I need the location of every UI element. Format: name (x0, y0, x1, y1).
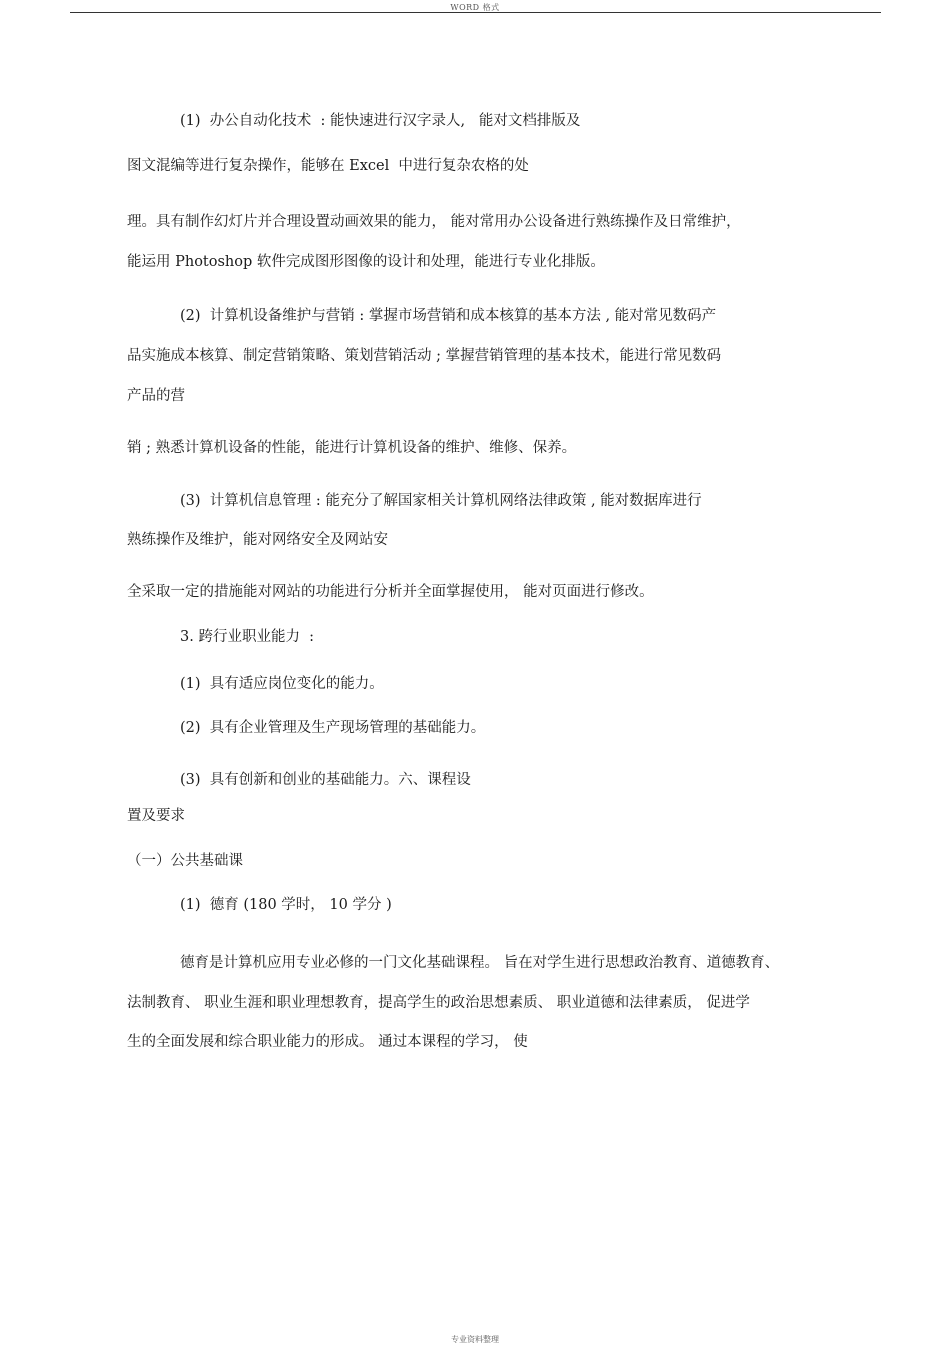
text-line: 全采取一定的措施能对网站的功能进行分析并全面掌握使用， 能对页面进行修改。 (127, 584, 654, 600)
text-line: 产品的营 (127, 388, 185, 404)
text-line: (1) 具有适应岗位变化的能力。 (180, 676, 384, 692)
text-line: (3) 计算机信息管理 : 能充分了解国家相关计算机网络法律政策 , 能对数据库进行 (180, 493, 702, 509)
text-line: (3) 具有创新和创业的基础能力。六、课程设 (180, 772, 471, 788)
section-heading: （一）公共基础课 (127, 853, 243, 869)
text-line: (2) 具有企业管理及生产现场管理的基础能力。 (180, 720, 486, 736)
header-text: WORD 格式 (450, 3, 500, 12)
page-footer: 专业资料整理 (451, 1335, 499, 1344)
text-line: (1) 德育 (180 学时， 10 学分 ) (180, 897, 392, 913)
text-line: 图文混编等进行复杂操作，能够在 Excel 中进行复杂农格的处 (127, 158, 529, 174)
text-line: (1) 办公自动化技术 : 能快速进行汉字录人, 能对文档排版及 (180, 113, 581, 129)
text-line: 置及要求 (127, 808, 185, 824)
page-header (0, 0, 950, 14)
header-rule (70, 12, 881, 13)
text-line: (2) 计算机设备维护与营销 : 掌握市场营销和成本核算的基本方法 , 能对常见数码产 (180, 308, 717, 324)
text-line: 法制教育、 职业生涯和职业理想教育，提高学生的政治思想素质、 职业道德和法律素质， 促进学 (127, 995, 750, 1011)
text-line: 品实施成本核算、制定营销策略、策划营销活动 ; 掌握营销管理的基本技术，能进行常见数码 (127, 348, 722, 364)
text-line: 理。具有制作幻灯片并合理设置动画效果的能力， 能对常用办公设备进行熟练操作及日常维护， (127, 214, 741, 230)
text-line: 能运用 Photoshop 软件完成图形图像的设计和处理，能进行专业化排版。 (127, 254, 605, 270)
text-line: 销 ; 熟悉计算机设备的性能，能进行计算机设备的维护、维修、保养。 (127, 440, 577, 456)
text-line: 德育是计算机应用专业必修的一门文化基础课程。 旨在对学生进行思想政治教育、道德教育、 (180, 955, 780, 971)
text-line: 熟练操作及维护，能对网络安全及网站安 (127, 532, 388, 548)
section-heading: 3. 跨行业职业能力 : (180, 629, 315, 645)
text-line: 生的全面发展和综合职业能力的形成。 通过本课程的学习， 使 (127, 1034, 528, 1050)
